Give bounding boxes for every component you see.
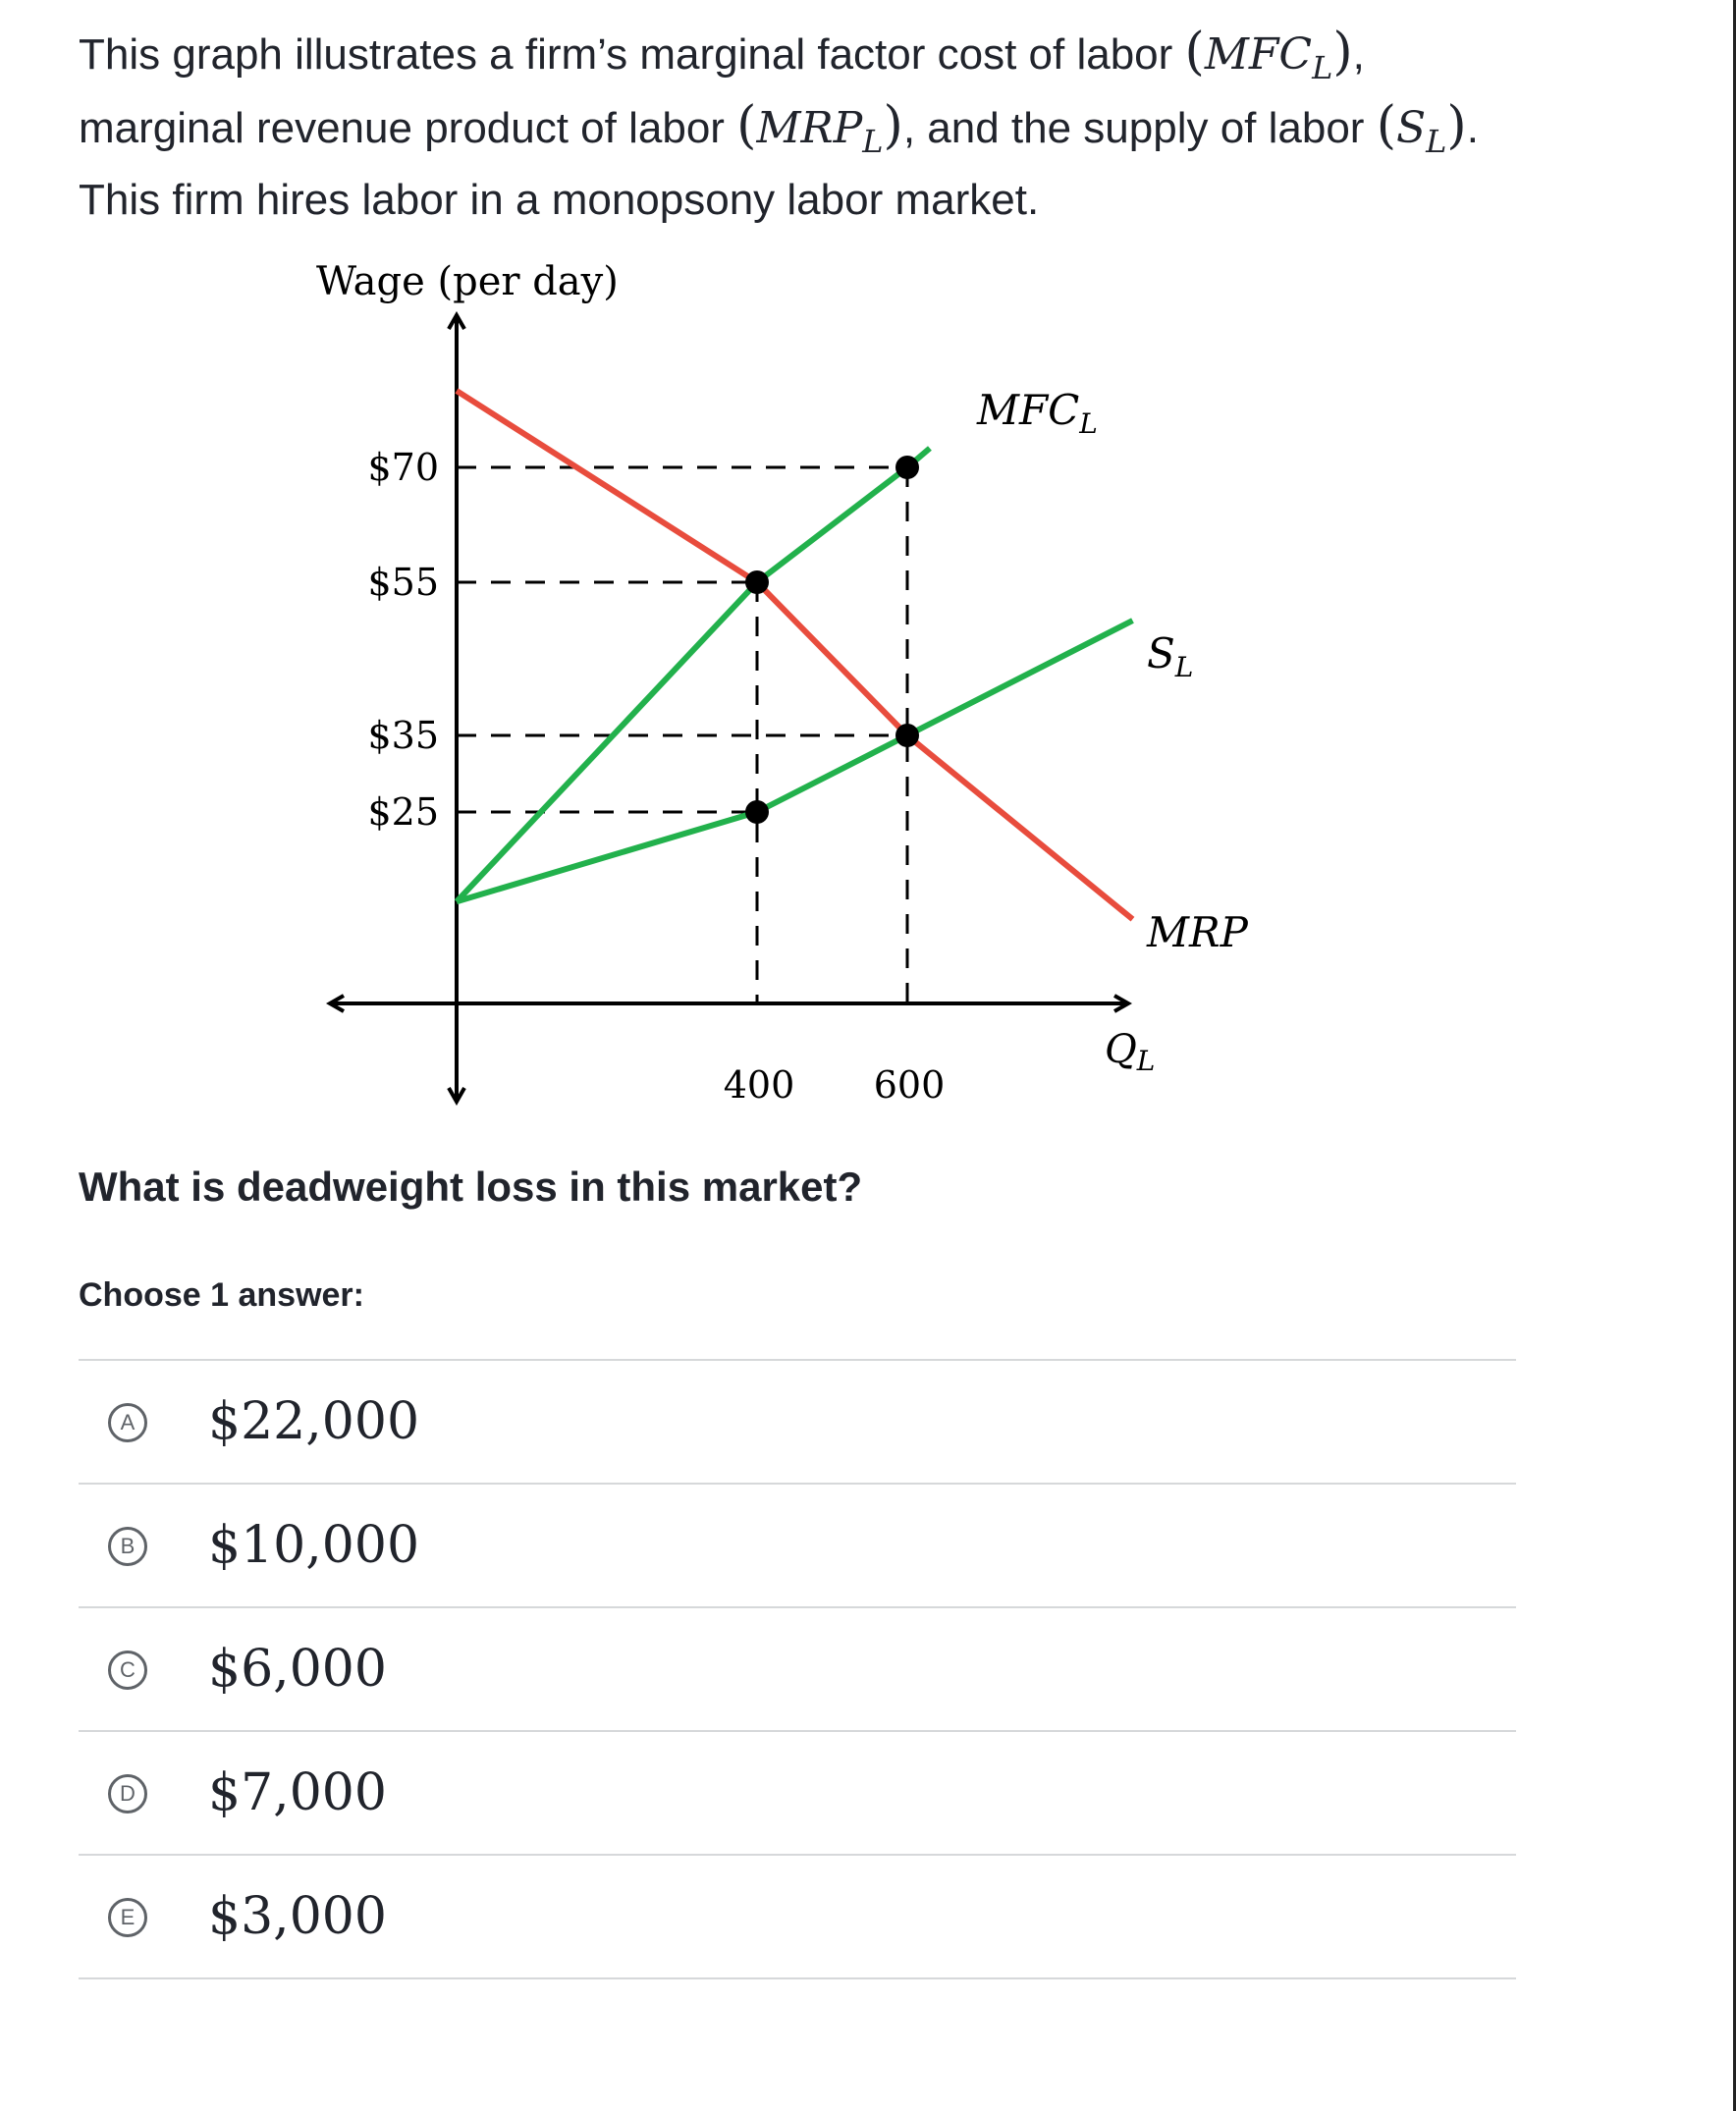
intro-line-1: This graph illustrates a firm’s marginal factor cost of labor $(MFC_L)$, — [79, 23, 1365, 86]
choices-bottom-divider — [79, 1977, 1516, 1979]
y-tick-label-0: $70 — [367, 446, 439, 489]
y-axis-label: Wage (per day) — [316, 259, 619, 304]
series-labels — [976, 386, 1249, 956]
intro-line-2: marginal revenue product of labor $(MRP_L)$, and the supply of labor $(S_L)$. — [79, 96, 1479, 160]
x-tick-label-0: 400 — [723, 1063, 795, 1107]
choice-a[interactable] — [79, 1359, 1516, 1483]
intersection-point-3 — [895, 724, 919, 747]
y-tick-label-2: $35 — [367, 714, 439, 757]
choice-e-radio[interactable]: E — [108, 1898, 147, 1937]
supply-label: $S_L$ — [1147, 629, 1194, 683]
mrp-line — [457, 391, 1133, 919]
intro-end-1: , — [1352, 30, 1365, 79]
math-mfc-sub: L — [1312, 49, 1333, 86]
intro-mid-2: , and the supply of labor — [902, 104, 1365, 152]
choice-d[interactable] — [79, 1730, 1516, 1854]
choice-d-label: $7,000 — [208, 1763, 387, 1822]
y-tick-label-3: $25 — [367, 790, 439, 834]
mfc-label: $MFC_L$ — [977, 386, 1098, 440]
series-lines — [457, 391, 1133, 919]
y-tick-labels — [367, 446, 439, 834]
x-tick-labels — [724, 1063, 946, 1107]
choice-a-label: $22,000 — [208, 1392, 420, 1451]
intersection-point-2 — [895, 456, 919, 479]
choice-b-radio[interactable]: B — [108, 1527, 147, 1566]
choice-d-radio[interactable]: D — [108, 1774, 147, 1813]
data-points — [745, 456, 919, 824]
answer-choices — [79, 1359, 1516, 1979]
math-s: S — [1396, 103, 1427, 153]
choice-c[interactable] — [79, 1606, 1516, 1730]
intro-text-1: This graph illustrates a firm’s marginal factor cost of labor — [79, 30, 1173, 79]
intro-text-2: marginal revenue product of labor — [79, 104, 725, 152]
math-mrp-sub: L — [862, 123, 884, 160]
choose-label: Choose 1 answer: — [79, 1276, 364, 1314]
math-mrp: MRP — [756, 103, 863, 153]
choice-e-label: $3,000 — [208, 1887, 387, 1946]
intro-line-3: This firm hires labor in a monopsony labor market. — [79, 176, 1040, 224]
choice-c-label: $6,000 — [208, 1640, 387, 1699]
intersection-point-1 — [745, 800, 769, 824]
choice-a-radio[interactable]: A — [108, 1403, 147, 1442]
math-mfc: MFC — [1204, 29, 1313, 80]
y-tick-label-1: $55 — [367, 561, 439, 604]
choice-b[interactable] — [79, 1483, 1516, 1606]
math-s-sub: L — [1426, 123, 1447, 160]
mrp-label: MRP — [1147, 908, 1248, 956]
intersection-point-0 — [745, 570, 769, 594]
question-text: What is deadweight loss in this market? — [79, 1164, 863, 1210]
intro-end-2: . — [1466, 104, 1479, 152]
choice-e[interactable] — [79, 1854, 1516, 1977]
x-tick-label-1: 600 — [873, 1063, 946, 1107]
choice-c-radio[interactable]: C — [108, 1651, 147, 1690]
x-axis-label: $Q_L$ — [1105, 1027, 1156, 1077]
choice-b-label: $10,000 — [208, 1516, 420, 1575]
supply-line — [457, 621, 1133, 901]
dashed-guides — [457, 467, 907, 1003]
